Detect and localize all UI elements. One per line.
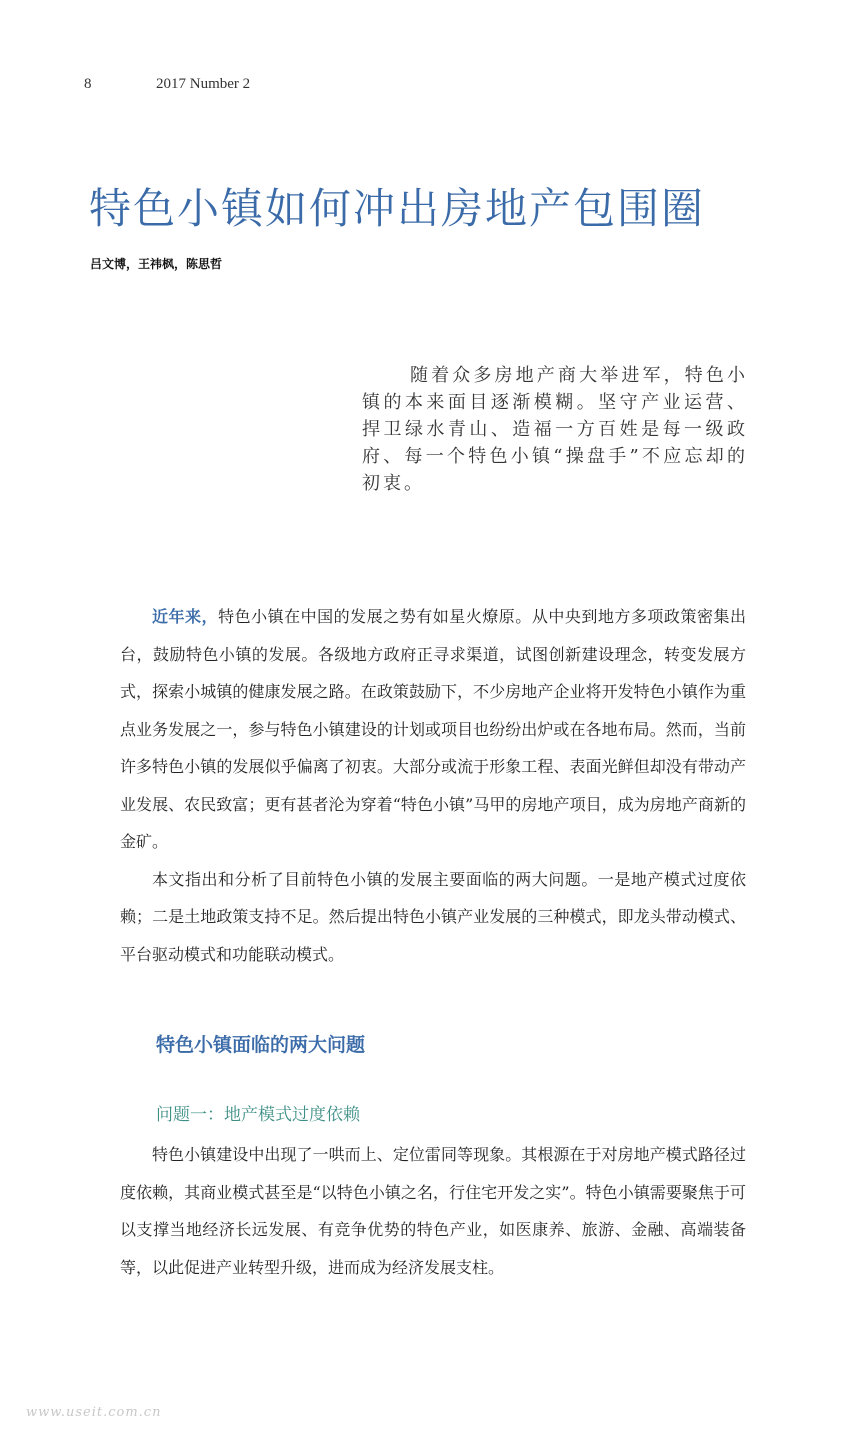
problem-one-paragraph: 特色小镇建设中出现了一哄而上、定位雷同等现象。其根源在于对房地产模式路径过度依赖，其商业模式甚至是“以特色小镇之名，行住宅开发之实”。特色小镇需要聚焦于可以支撑当地经济长远发展、有竞争优势的特色产业，如医康养、旅游、金融、高端装备等，以此促进产业转型升级，进而成为经济发展支柱。 [120, 1145, 746, 1277]
lead-phrase: 近年来， [152, 607, 219, 626]
page-number: 8 [84, 76, 92, 92]
overview-paragraph: 本文指出和分析了目前特色小镇的发展主要面临的两大问题。一是地产模式过度依赖；二是土地政策支持不足。然后提出特色小镇产业发展的三种模式，即龙头带动模式、平台驱动模式和功能联动模式。 [120, 869, 746, 964]
article-title: 特色小镇如何冲出房地产包围圈 [89, 184, 706, 233]
subsection-heading: 问题一：地产模式过度依赖 [156, 1105, 360, 1125]
section-heading: 特色小镇面临的两大问题 [156, 1034, 366, 1056]
issue-label: 2017 Number 2 [156, 76, 251, 92]
problem-one-section [120, 1136, 746, 1286]
intro-paragraph [120, 598, 746, 861]
intro-text: 特色小镇在中国的发展之势有如星火燎原。从中央到地方多项政策密集出台，鼓励特色小镇的发展。各级地方政府正寻求渠道，试图创新建设理念，转变发展方式，探索小城镇的健康发展之路。在政策鼓励下，不少房地产企业将开发特色小镇作为重点业务发展之一，参与特色小镇建设的计划或项目也纷纷出炉或在各地布局。然而，当前许多特色小镇的发展似乎偏离了初衷。大部分或流于形象工程、表面光鲜但却没有带动产业发展、农民致富；更有甚者沦为穿着“特色小镇”马甲的房地产项目，成为房地产商新的金矿。 [120, 607, 746, 851]
author-list: 吕文博，王祎枫，陈思哲 [90, 257, 223, 271]
intro-section [120, 598, 746, 973]
page-header [84, 76, 250, 93]
abstract: 随着众多房地产商大举进军，特色小镇的本来面目逐渐模糊。坚守产业运营、捍卫绿水青山、造福一方百姓是每一级政府、每一个特色小镇“操盘手”不应忘却的初衷。 [362, 365, 748, 494]
watermark: www.useit.com.cn [26, 1405, 162, 1420]
